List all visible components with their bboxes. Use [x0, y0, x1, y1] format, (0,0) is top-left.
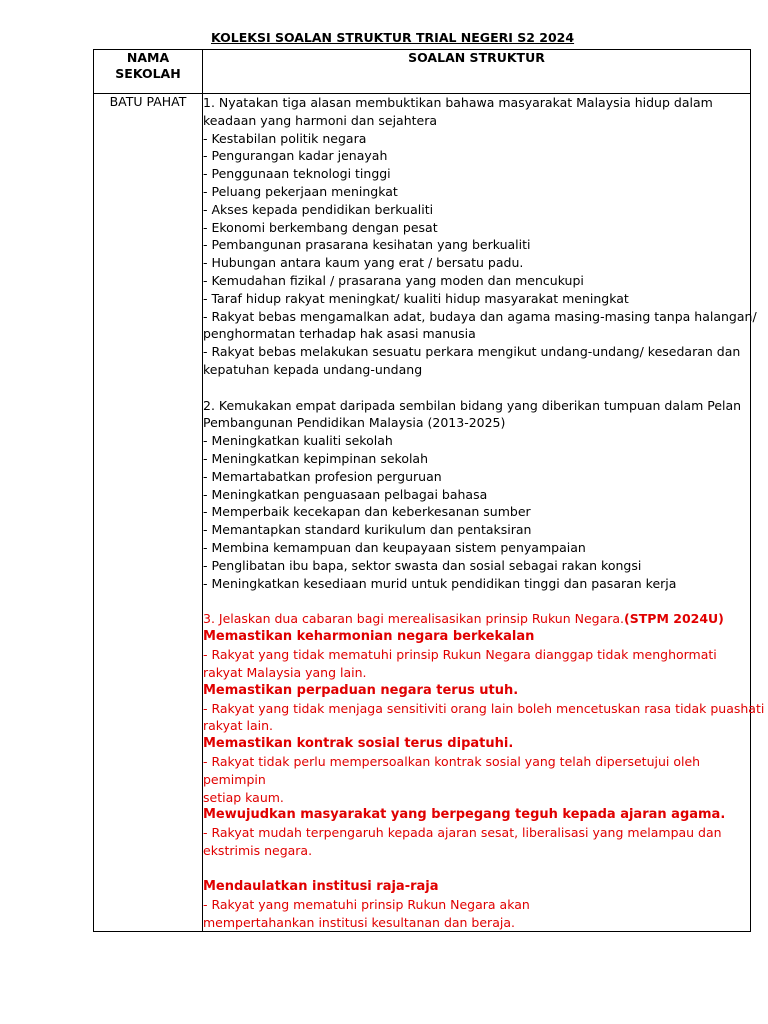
header-questions: SOALAN STRUKTUR [203, 50, 751, 94]
text-line: - Taraf hidup rakyat meningkat/ kualiti hidup masyarakat meningkat [203, 290, 629, 306]
challenge-heading: Mewujudkan masyarakat yang berpegang teguh kepada ajaran agama. [203, 807, 726, 823]
text-line: - Kemudahan fizikal / prasarana yang moden dan mencukupi [203, 272, 584, 288]
challenge-heading: Memastikan perpaduan negara terus utuh. [203, 682, 519, 698]
text-line: - Ekonomi berkembang dengan pesat [203, 219, 438, 235]
text-line: - Kestabilan politik negara [203, 130, 367, 146]
text-line: - Meningkatkan kesediaan murid untuk pendidikan tinggi dan pasaran kerja [203, 575, 677, 591]
text-line: Pembangunan Pendidikan Malaysia (2013-2025) [203, 415, 506, 431]
text-line: - Meningkatkan kualiti sekolah [203, 433, 393, 449]
text-line: - Rakyat yang tidak menjaga sensitiviti orang lain boleh mencetuskan rasa tidak puashati [203, 700, 765, 716]
text-line: - Pengurangan kadar jenayah [203, 148, 388, 164]
text-line: - Rakyat tidak perlu mempersoalkan kontrak sosial yang telah dipersetujui oleh [203, 754, 701, 770]
text-line: - Membina kemampuan dan keupayaan sistem penyampaian [203, 539, 586, 555]
text-line: - Memantapkan standard kurikulum dan pentaksiran [203, 522, 532, 538]
text-line: pemimpin [203, 771, 266, 787]
text-line: rakyat Malaysia yang lain. [203, 664, 367, 680]
text-line: - Rakyat bebas mengamalkan adat, budaya dan agama masing-masing tanpa halangan/ [203, 308, 757, 324]
question-2 [203, 397, 750, 593]
text-line: penghormatan terhadap hak asasi manusia [203, 326, 476, 342]
question-3 [203, 610, 765, 931]
text-line: kepatuhan kepada undang-undang [203, 361, 423, 377]
header-school [94, 50, 203, 94]
header-row [94, 50, 751, 94]
text-line: - Meningkatkan kepimpinan sekolah [203, 450, 429, 466]
text-line: ekstrimis negara. [203, 843, 313, 859]
text-line: - Rakyat yang tidak mematuhi prinsip Rukun Negara dianggap tidak menghormati [203, 646, 717, 662]
question-3-tag: (STPM 2024U) [624, 611, 724, 627]
text-line: - Memartabatkan profesion perguruan [203, 468, 442, 484]
text-line: - Memperbaik kecekapan dan keberkesanan sumber [203, 504, 531, 520]
document-title: KOLEKSI SOALAN STRUKTUR TRIAL NEGERI S2 2024 [211, 30, 575, 45]
text-line: - Penglibatan ibu bapa, sektor swasta dan sosial sebagai rakan kongsi [203, 557, 642, 573]
text-line: 1. Nyatakan tiga alasan membuktikan bahawa masyarakat Malaysia hidup dalam [203, 95, 713, 110]
text-line: mempertahankan institusi kesultanan dan beraja. [203, 914, 515, 930]
questions-content [203, 94, 765, 932]
text-line: rakyat lain. [203, 718, 274, 734]
challenge-heading: Mendaulatkan institusi raja-raja [203, 878, 439, 894]
text-line: - Penggunaan teknologi tinggi [203, 166, 391, 182]
header-school-line-2: SEKOLAH [115, 66, 181, 81]
text-line: 2. Kemukakan empat daripada sembilan bidang yang diberikan tumpuan dalam Pelan [203, 397, 742, 413]
text-line: - Rakyat yang mematuhi prinsip Rukun Negara akan [203, 896, 530, 912]
header-school-line-1: NAMA [126, 50, 170, 65]
content-row [94, 94, 751, 932]
text-line: keadaan yang harmoni dan sejahtera [203, 112, 438, 128]
text-line: - Rakyat mudah terpengaruh kepada ajaran sesat, liberalisasi yang melampau dan [203, 825, 722, 841]
text-line: - Hubungan antara kaum yang erat / bersatu padu. [203, 255, 524, 271]
challenge-heading: Memastikan kontrak sosial terus dipatuhi. [203, 736, 514, 752]
school-name: BATU PAHAT [94, 94, 203, 932]
text-line: setiap kaum. [203, 789, 284, 805]
text-line: - Pembangunan prasarana kesihatan yang berkualiti [203, 237, 531, 253]
text-line: - Akses kepada pendidikan berkualiti [203, 201, 434, 217]
text-line: - Peluang pekerjaan meningkat [203, 183, 398, 199]
question-3-text: 3. Jelaskan dua cabaran bagi merealisasikan prinsip Rukun Negara. [203, 611, 625, 627]
text-line: - Meningkatkan penguasaan pelbagai bahasa [203, 486, 488, 502]
text-line: - Rakyat bebas melakukan sesuatu perkara mengikut undang-undang/ kesedaran dan [203, 344, 741, 360]
questions-table [93, 49, 765, 932]
challenge-heading: Memastikan keharmonian negara berkekalan [203, 628, 535, 644]
question-1 [203, 94, 757, 379]
